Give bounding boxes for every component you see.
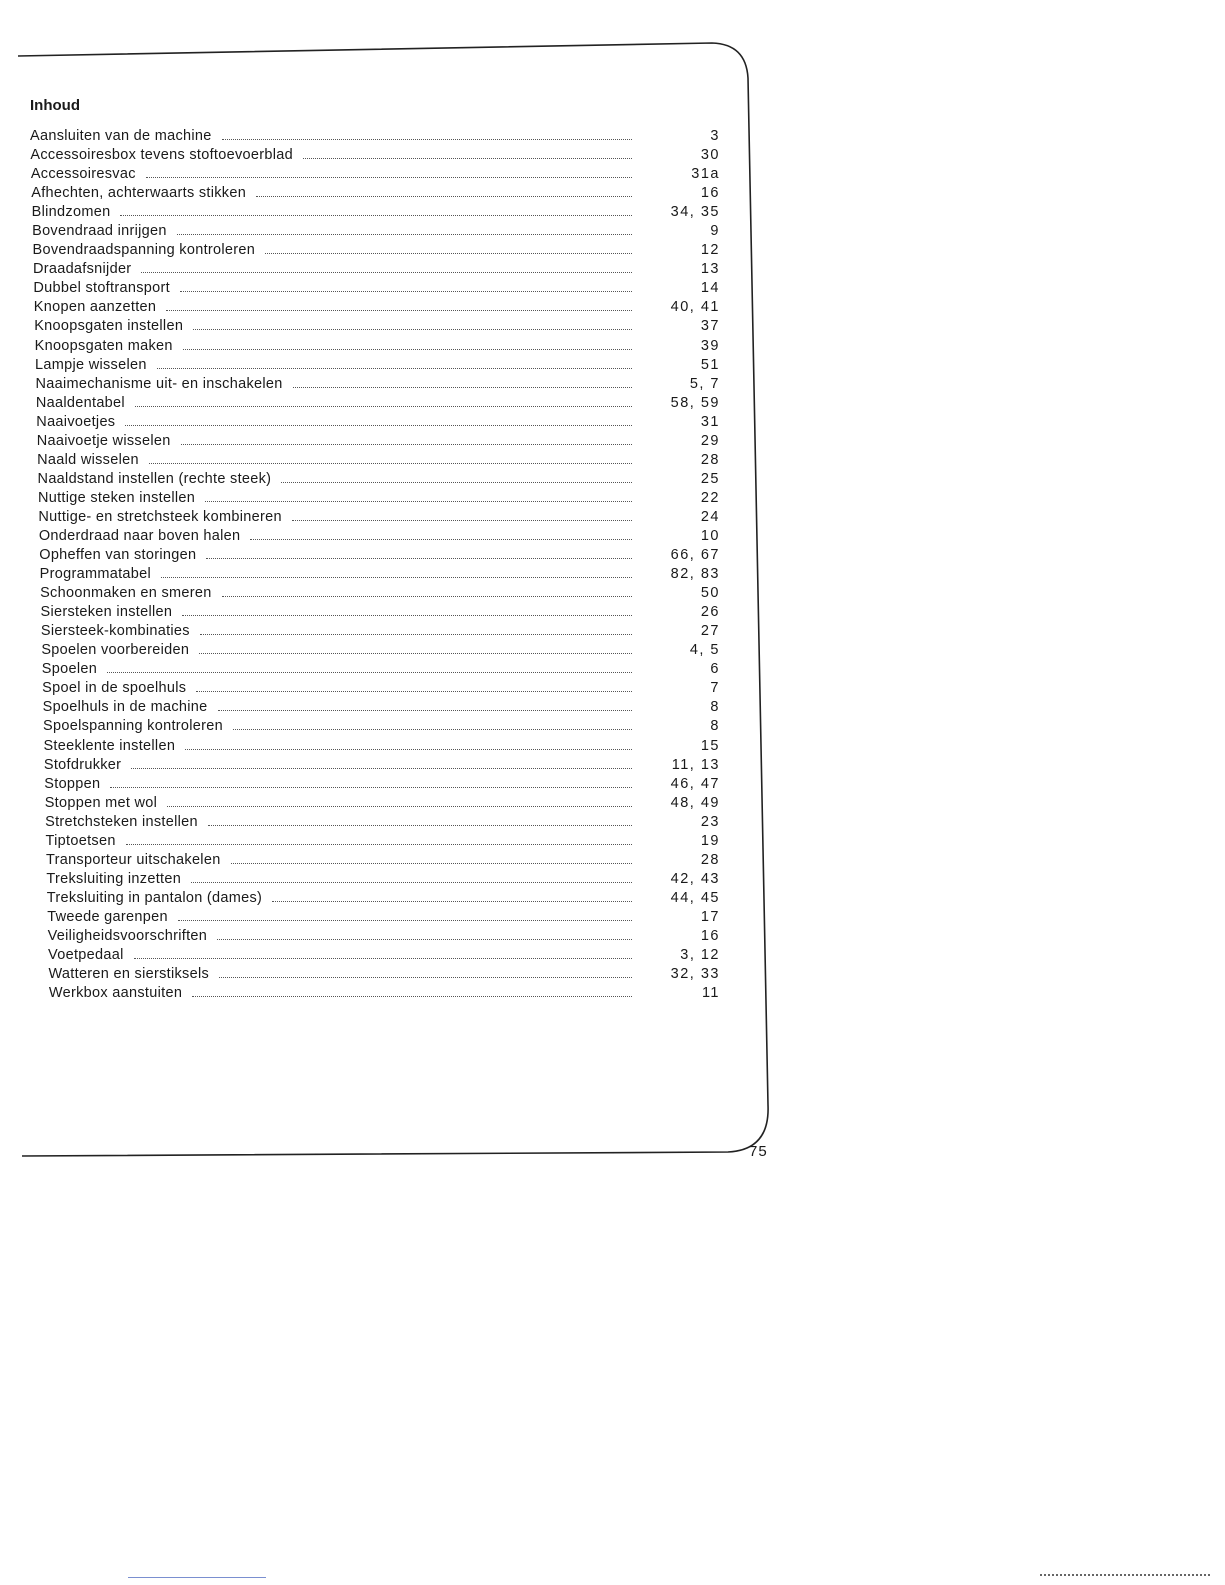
dot-leader bbox=[217, 939, 632, 940]
toc-entry-page: 51 bbox=[700, 356, 720, 373]
table-of-contents bbox=[30, 127, 720, 1003]
toc-entry-label: Stofdrukker bbox=[43, 756, 122, 773]
toc-entry-page: 39 bbox=[700, 337, 720, 354]
dot-leader bbox=[125, 425, 632, 426]
scan-artifact-line bbox=[128, 1577, 266, 1578]
toc-entry bbox=[30, 489, 720, 508]
toc-entry bbox=[30, 413, 720, 432]
toc-entry-page: 12 bbox=[700, 242, 720, 259]
toc-entry-label: Accessoiresvac bbox=[30, 166, 136, 183]
toc-entry-label: Naaimechanisme uit- en inschakelen bbox=[35, 375, 283, 392]
dot-leader bbox=[199, 653, 632, 654]
toc-entry-label: Nuttige- en stretchsteek kombineren bbox=[38, 508, 282, 525]
toc-entry bbox=[30, 241, 720, 260]
toc-entry bbox=[30, 337, 720, 356]
dot-leader bbox=[191, 882, 632, 883]
toc-entry-page: 32, 33 bbox=[670, 966, 720, 983]
toc-entry-page: 82, 83 bbox=[670, 566, 720, 583]
toc-entry bbox=[30, 851, 720, 870]
page-number: 75 bbox=[749, 1143, 768, 1160]
toc-entry bbox=[30, 660, 720, 679]
dot-leader bbox=[193, 329, 632, 330]
toc-entry-label: Nuttige steken instellen bbox=[37, 489, 196, 506]
dot-leader bbox=[110, 787, 632, 788]
toc-entry-label: Voetpedaal bbox=[48, 947, 124, 964]
toc-entry-page: 5, 7 bbox=[689, 375, 720, 392]
toc-entry bbox=[30, 737, 720, 756]
toc-entry-page: 11, 13 bbox=[671, 756, 720, 773]
dot-leader bbox=[292, 520, 632, 521]
toc-entry-label: Siersteken instellen bbox=[40, 604, 173, 621]
toc-entry-page: 15 bbox=[700, 737, 720, 754]
toc-entry-label: Lampje wisselen bbox=[35, 356, 147, 373]
toc-entry bbox=[30, 508, 720, 527]
toc-entry bbox=[30, 279, 720, 298]
dot-leader bbox=[272, 901, 632, 902]
toc-entry-page: 3 bbox=[710, 128, 720, 144]
toc-entry-page: 11 bbox=[701, 985, 720, 1002]
toc-entry-page: 25 bbox=[700, 470, 720, 487]
toc-entry-page: 8 bbox=[710, 718, 720, 735]
toc-entry bbox=[30, 298, 720, 317]
toc-entry bbox=[30, 717, 720, 736]
toc-entry bbox=[30, 775, 720, 794]
dot-leader bbox=[218, 710, 633, 711]
toc-entry bbox=[30, 260, 720, 279]
toc-entry-label: Knoopsgaten maken bbox=[34, 337, 173, 354]
toc-entry-label: Spoelen bbox=[41, 661, 98, 678]
toc-entry-label: Knoopsgaten instellen bbox=[34, 318, 184, 335]
toc-entry-page: 19 bbox=[700, 832, 720, 849]
dot-leader bbox=[192, 996, 632, 997]
toc-entry-page: 13 bbox=[700, 261, 720, 278]
toc-entry-label: Onderdraad naar boven halen bbox=[38, 527, 241, 544]
dot-leader bbox=[166, 310, 632, 311]
toc-entry-page: 31a bbox=[691, 166, 720, 183]
toc-entry-page: 26 bbox=[700, 604, 720, 621]
toc-entry-label: Werkbox aanstuiten bbox=[48, 985, 183, 1002]
toc-entry-page: 29 bbox=[700, 432, 720, 449]
scan-artifact-dots bbox=[1040, 1574, 1210, 1576]
dot-leader bbox=[219, 977, 632, 978]
toc-entry-page: 46, 47 bbox=[670, 775, 720, 792]
toc-entry-page: 58, 59 bbox=[670, 394, 720, 411]
toc-entry-label: Schoonmaken en smeren bbox=[40, 585, 212, 602]
toc-entry bbox=[30, 984, 720, 1003]
toc-entry-label: Accessoiresbox tevens stoftoevoerblad bbox=[30, 147, 293, 164]
toc-entry bbox=[30, 794, 720, 813]
dot-leader bbox=[177, 234, 632, 235]
toc-entry-page: 3, 12 bbox=[680, 947, 720, 964]
toc-entry-label: Naaivoetje wisselen bbox=[36, 432, 171, 449]
toc-entry bbox=[30, 832, 720, 851]
dot-leader bbox=[250, 539, 632, 540]
toc-entry bbox=[30, 679, 720, 698]
toc-entry-page: 28 bbox=[700, 451, 720, 468]
toc-entry bbox=[30, 756, 720, 775]
toc-entry-label: Spoelen voorbereiden bbox=[41, 642, 190, 659]
toc-entry-page: 24 bbox=[700, 508, 720, 525]
toc-entry bbox=[30, 432, 720, 451]
toc-entry-page: 6 bbox=[710, 661, 720, 678]
toc-entry bbox=[30, 908, 720, 927]
dot-leader bbox=[141, 272, 632, 273]
toc-entry-label: Spoelspanning kontroleren bbox=[43, 718, 224, 735]
toc-entry bbox=[30, 584, 720, 603]
toc-entry-label: Siersteek-kombinaties bbox=[40, 623, 190, 640]
dot-leader bbox=[146, 177, 632, 178]
toc-entry-label: Dubbel stoftransport bbox=[33, 280, 170, 297]
toc-entry-label: Transporteur uitschakelen bbox=[45, 851, 221, 868]
dot-leader bbox=[233, 729, 632, 730]
toc-entry-page: 9 bbox=[710, 223, 720, 240]
toc-entry-label: Aansluiten van de machine bbox=[30, 128, 212, 144]
toc-entry bbox=[30, 527, 720, 546]
dot-leader bbox=[281, 482, 632, 483]
dot-leader bbox=[161, 577, 632, 578]
toc-entry bbox=[30, 641, 720, 660]
dot-leader bbox=[131, 768, 632, 769]
toc-entry bbox=[30, 184, 720, 203]
toc-entry-label: Opheffen van storingen bbox=[39, 547, 197, 564]
toc-entry-page: 40, 41 bbox=[670, 299, 720, 316]
toc-entry bbox=[30, 375, 720, 394]
toc-entry bbox=[30, 203, 720, 222]
toc-entry-page: 42, 43 bbox=[670, 870, 720, 887]
toc-entry-page: 17 bbox=[700, 908, 720, 925]
dot-leader bbox=[222, 139, 632, 140]
toc-entry-page: 37 bbox=[700, 318, 720, 335]
toc-entry-page: 66, 67 bbox=[670, 547, 720, 564]
toc-entry bbox=[30, 565, 720, 584]
toc-entry bbox=[30, 356, 720, 375]
toc-entry-label: Stoppen met wol bbox=[44, 794, 158, 811]
toc-entry bbox=[30, 603, 720, 622]
dot-leader bbox=[149, 463, 632, 464]
toc-entry bbox=[30, 698, 720, 717]
toc-entry-label: Bovendraadspanning kontroleren bbox=[32, 242, 256, 259]
dot-leader bbox=[183, 349, 632, 350]
dot-leader bbox=[167, 806, 632, 807]
toc-entry-label: Veiligheidsvoorschriften bbox=[47, 927, 208, 944]
toc-entry-label: Treksluiting in pantalon (dames) bbox=[46, 889, 263, 906]
toc-entry bbox=[30, 394, 720, 413]
toc-entry-page: 27 bbox=[700, 623, 720, 640]
dot-leader bbox=[265, 253, 632, 254]
toc-entry bbox=[30, 946, 720, 965]
toc-entry-label: Watteren en sierstiksels bbox=[48, 966, 210, 983]
toc-entry-label: Spoelhuls in de machine bbox=[42, 699, 208, 716]
toc-entry bbox=[30, 470, 720, 489]
toc-entry-label: Stoppen bbox=[44, 775, 101, 792]
toc-entry bbox=[30, 889, 720, 908]
toc-entry-page: 22 bbox=[700, 489, 720, 506]
toc-entry-label: Draadafsnijder bbox=[32, 261, 132, 278]
toc-entry-label: Naaldstand instellen (rechte steek) bbox=[37, 470, 272, 487]
toc-entry bbox=[30, 146, 720, 165]
toc-entry-label: Naaivoetjes bbox=[36, 413, 116, 430]
dot-leader bbox=[205, 501, 632, 502]
toc-entry-label: Treksluiting inzetten bbox=[46, 870, 182, 887]
toc-entry bbox=[30, 965, 720, 984]
toc-entry-label: Spoel in de spoelhuls bbox=[42, 680, 187, 697]
toc-entry-page: 10 bbox=[700, 527, 720, 544]
toc-entry-page: 28 bbox=[700, 851, 720, 868]
dot-leader bbox=[107, 672, 632, 673]
toc-entry-label: Knopen aanzetten bbox=[33, 299, 157, 316]
dot-leader bbox=[208, 825, 632, 826]
dot-leader bbox=[135, 406, 632, 407]
toc-entry-page: 50 bbox=[700, 585, 720, 602]
toc-entry-page: 16 bbox=[700, 927, 720, 944]
toc-entry-label: Steeklente instellen bbox=[43, 737, 176, 754]
toc-entry-page: 44, 45 bbox=[670, 889, 720, 906]
dot-leader bbox=[231, 863, 632, 864]
toc-heading: Inhoud bbox=[30, 97, 80, 114]
toc-entry bbox=[30, 451, 720, 470]
toc-entry-label: Tiptoetsen bbox=[45, 832, 116, 849]
toc-entry-label: Afhechten, achterwaarts stikken bbox=[31, 185, 247, 202]
toc-entry-label: Stretchsteken instellen bbox=[45, 813, 198, 830]
toc-entry-label: Tweede garenpen bbox=[47, 908, 168, 925]
toc-entry-label: Programmatabel bbox=[39, 566, 152, 583]
toc-entry bbox=[30, 870, 720, 889]
toc-entry bbox=[30, 546, 720, 565]
toc-entry bbox=[30, 927, 720, 946]
toc-entry bbox=[30, 127, 720, 146]
toc-entry bbox=[30, 813, 720, 832]
dot-leader bbox=[120, 215, 632, 216]
toc-entry-label: Naaldentabel bbox=[35, 394, 125, 411]
toc-entry bbox=[30, 222, 720, 241]
toc-entry bbox=[30, 622, 720, 641]
dot-leader bbox=[303, 158, 632, 159]
dot-leader bbox=[180, 291, 632, 292]
toc-entry-page: 31 bbox=[700, 413, 720, 430]
dot-leader bbox=[182, 615, 632, 616]
toc-entry-page: 23 bbox=[700, 813, 720, 830]
toc-entry-page: 48, 49 bbox=[670, 794, 720, 811]
toc-entry bbox=[30, 165, 720, 184]
dot-leader bbox=[196, 691, 632, 692]
dot-leader bbox=[178, 920, 632, 921]
dot-leader bbox=[256, 196, 632, 197]
dot-leader bbox=[134, 958, 632, 959]
toc-entry-page: 4, 5 bbox=[689, 642, 720, 659]
toc-entry-label: Blindzomen bbox=[31, 204, 111, 221]
dot-leader bbox=[222, 596, 632, 597]
toc-entry bbox=[30, 317, 720, 336]
toc-entry-label: Bovendraad inrijgen bbox=[32, 223, 167, 240]
toc-entry-page: 7 bbox=[710, 680, 720, 697]
toc-entry-page: 8 bbox=[710, 699, 720, 716]
dot-leader bbox=[293, 387, 632, 388]
toc-entry-page: 34, 35 bbox=[670, 204, 720, 221]
dot-leader bbox=[157, 368, 632, 369]
toc-entry-page: 16 bbox=[700, 185, 720, 202]
dot-leader bbox=[126, 844, 632, 845]
toc-entry-page: 30 bbox=[700, 147, 720, 164]
toc-entry-page: 14 bbox=[700, 280, 720, 297]
dot-leader bbox=[181, 444, 632, 445]
dot-leader bbox=[200, 634, 632, 635]
toc-entry-label: Naald wisselen bbox=[37, 451, 139, 468]
dot-leader bbox=[206, 558, 632, 559]
dot-leader bbox=[185, 749, 632, 750]
